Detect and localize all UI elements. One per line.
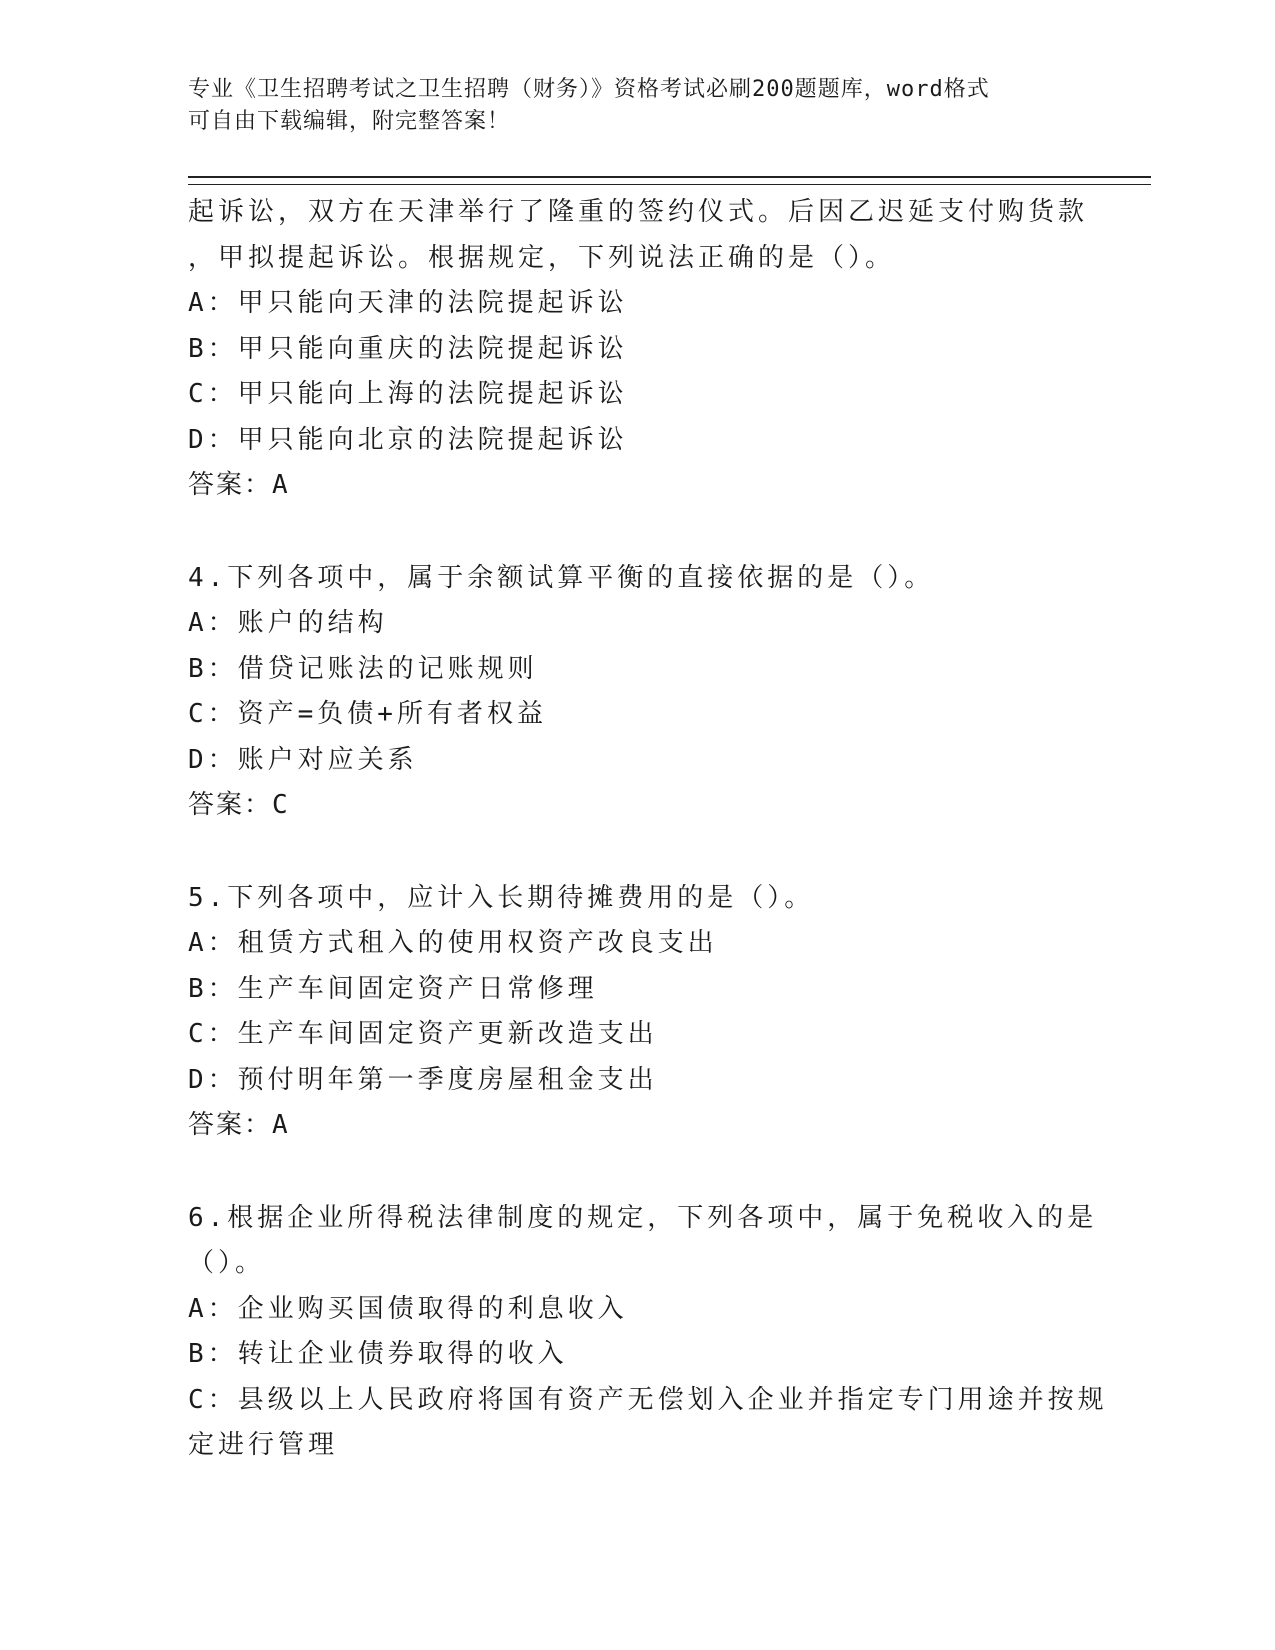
- answer-line: [188, 783, 1088, 829]
- question-text-line: 4.下列各项中，属于余额试算平衡的直接依据的是（）。: [188, 562, 935, 593]
- answer-label: 答案：: [188, 790, 273, 820]
- option-b: B：生产车间固定资产日常修理: [188, 973, 598, 1004]
- answer-value: C: [272, 790, 290, 820]
- option-c: C：生产车间固定资产更新改造支出: [188, 1019, 658, 1049]
- document-body: [188, 190, 1108, 1469]
- option-c-continued: 定进行管理: [188, 1430, 339, 1460]
- option-b: B：借贷记账法的记账规则: [188, 653, 538, 684]
- answer-value: A: [272, 1110, 290, 1140]
- option-d: D：账户对应关系: [188, 744, 418, 775]
- option-b: B：转让企业债券取得的收入: [188, 1339, 568, 1369]
- spacer: [188, 829, 1088, 876]
- question-text-line: ，甲拟提起诉讼。根据规定，下列说法正确的是（）。: [188, 242, 896, 273]
- question-text-line: （）。: [188, 1248, 266, 1278]
- spacer: [188, 1149, 1088, 1196]
- question-4: [188, 556, 1088, 829]
- answer-value: A: [272, 470, 290, 500]
- option-c: C：资产=负债+所有者权益: [188, 699, 547, 729]
- option-a: A：租赁方式租入的使用权资产改良支出: [188, 928, 718, 958]
- answer-line: [188, 463, 1088, 509]
- header-divider: [188, 176, 1151, 185]
- page-header: [188, 74, 1088, 138]
- answer-label: 答案：: [188, 470, 273, 500]
- header-title-line-1: 专业《卫生招聘考试之卫生招聘（财务）》资格考试必刷200题题库，word格式: [188, 77, 990, 102]
- answer-label: 答案：: [188, 1110, 273, 1140]
- question-5: [188, 876, 1088, 1149]
- answer-line: [188, 1103, 1088, 1149]
- option-b: B：甲只能向重庆的法院提起诉讼: [188, 333, 628, 364]
- option-c: C：县级以上人民政府将国有资产无偿划入企业并指定专门用途并按规: [188, 1384, 1108, 1415]
- option-a: A：甲只能向天津的法院提起诉讼: [188, 288, 628, 318]
- option-d: D：甲只能向北京的法院提起诉讼: [188, 424, 628, 455]
- question-text-line: 起诉讼，双方在天津举行了隆重的签约仪式。后因乙迟延支付购货款: [188, 197, 1089, 227]
- spacer: [188, 509, 1088, 556]
- header-title-line-2: 可自由下载编辑，附完整答案！: [188, 109, 511, 134]
- question-text-line: 5.下列各项中，应计入长期待摊费用的是（）。: [188, 882, 815, 913]
- question-6: [188, 1196, 1108, 1469]
- option-d: D：预付明年第一季度房屋租金支出: [188, 1064, 658, 1095]
- option-a: A：企业购买国债取得的利息收入: [188, 1293, 628, 1324]
- question-3-continued: [188, 190, 1088, 509]
- option-c: C：甲只能向上海的法院提起诉讼: [188, 379, 628, 409]
- question-text-line: 6.根据企业所得税法律制度的规定，下列各项中，属于免税收入的是: [188, 1202, 1098, 1233]
- option-a: A：账户的结构: [188, 608, 388, 638]
